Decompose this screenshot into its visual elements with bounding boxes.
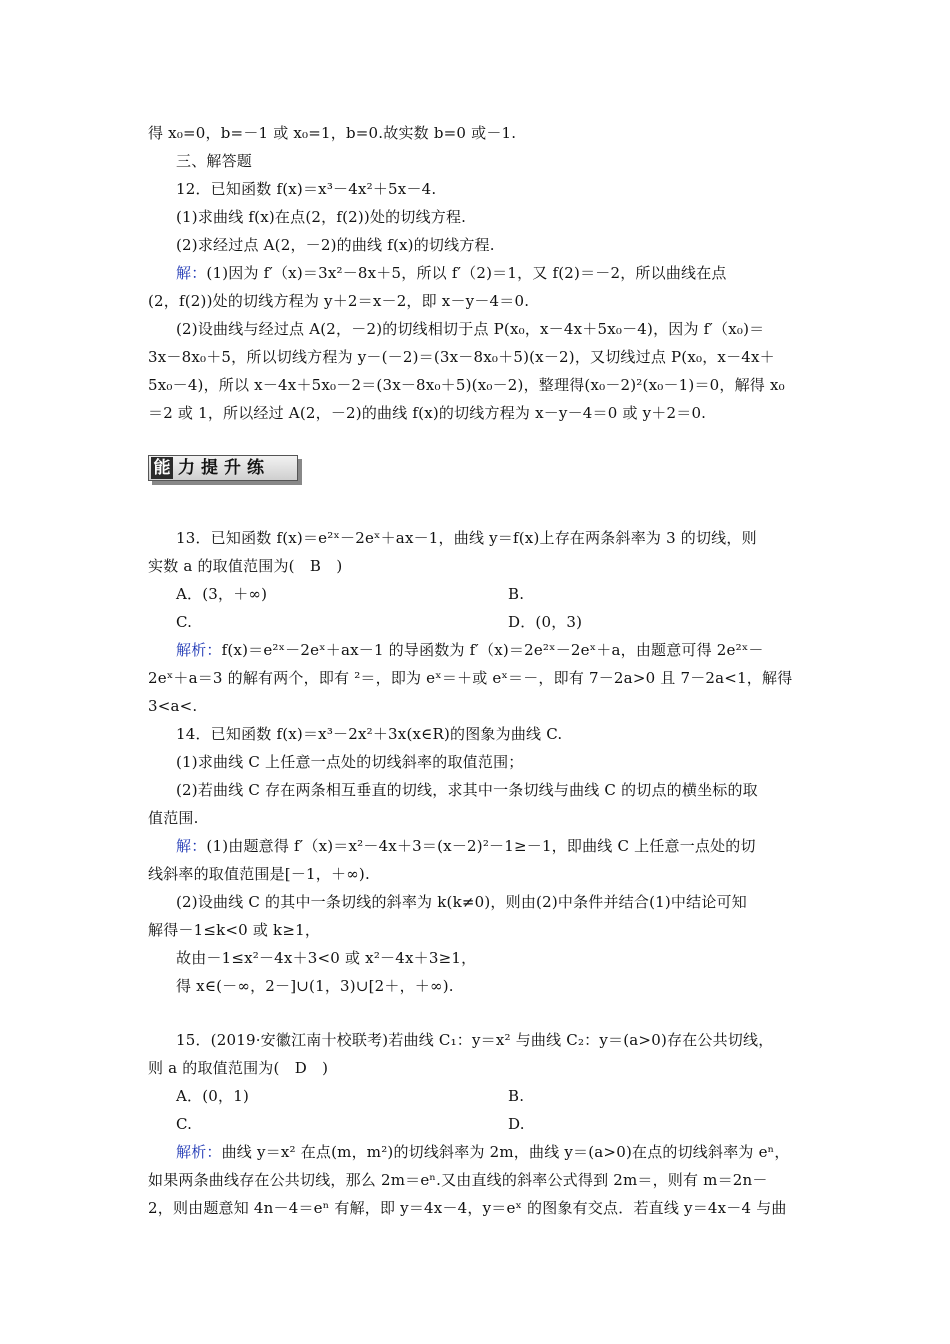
analysis-text: 曲线 y＝x² 在点(m，m²)的切线斜率为 2m，曲线 y＝(a>0)在点的切线斜率为 eⁿ， (221, 1143, 790, 1161)
banner-title: 力提升练 (178, 458, 270, 478)
analysis-label: 解析： (176, 641, 222, 659)
text-line: 2，则由题意知 4n－4＝eⁿ 有解，即 y＝4x－4，y＝eˣ 的图象有交点．若直线 y＝4x－4 与曲 (148, 1199, 787, 1217)
problem-14-part-2: (2)若曲线 C 存在两条相互垂直的切线，求其中一条切线与曲线 C 的切点的横坐标的取 (176, 781, 758, 799)
analysis-15-line (176, 1142, 790, 1162)
text-line: 实数 a 的取值范围为( B ) (148, 557, 343, 575)
text-line: 5x₀－4)，所以 x－4x＋5x₀－2＝(3x－8x₀＋5)(x₀－2)，整理得(x₀－2)²(x₀－1)＝0，解得 x₀ (148, 376, 785, 394)
banner-first-char: 能 (151, 457, 173, 479)
text-line: 如果两条曲线存在公共切线，那么 2m＝eⁿ.又由直线的斜率公式得到 2m＝，则有 m＝2n－ (148, 1171, 768, 1189)
option-c: C. (176, 1115, 193, 1133)
solution-14-line (176, 836, 756, 856)
text-line: 得 x₀=0，b=－1 或 x₀=1，b=0.故实数 b=0 或－1. (148, 124, 517, 142)
option-a: A．(3，＋∞) (176, 585, 268, 603)
problem-14-part-1: (1)求曲线 C 上任意一点处的切线斜率的取值范围； (176, 753, 524, 771)
solution-label: 解： (176, 837, 207, 855)
solution-label: 解： (176, 264, 207, 282)
text-line: 3<a<. (148, 697, 198, 715)
text-line: 则 a 的取值范围为( D ) (148, 1059, 329, 1077)
option-b: B. (508, 585, 525, 603)
problem-15-stem: 15．(2019·安徽江南十校联考)若曲线 C₁：y＝x² 与曲线 C₂：y＝(a>0)存在公共切线， (176, 1031, 774, 1049)
option-b: B. (508, 1087, 525, 1105)
text-line: 线斜率的取值范围是[－1，＋∞). (148, 865, 370, 883)
option-a: A．(0，1) (176, 1087, 250, 1105)
text-line: 得 x∈(－∞，2－]∪(1，3)∪[2＋，＋∞). (176, 977, 454, 995)
option-c: C. (176, 613, 193, 631)
text-line: ＝2 或 1，所以经过 A(2，－2)的曲线 f(x)的切线方程为 x－y－4＝0 或 y＋2＝0. (148, 404, 707, 422)
problem-12-stem: 12．已知函数 f(x)＝x³－4x²＋5x－4. (176, 180, 437, 198)
text-line: 解得－1≤k<0 或 k≥1， (148, 921, 321, 939)
text-line: 故由－1≤x²－4x＋3<0 或 x²－4x＋3≥1， (176, 949, 477, 967)
section-banner (148, 455, 298, 481)
text-line: (2，f(2))处的切线方程为 y＋2＝x－2，即 x－y－4＝0. (148, 292, 530, 310)
text-line: 3x－8x₀＋5，所以切线方程为 y－(－2)＝(3x－8x₀＋5)(x－2)，又切线过点 P(x₀，x－4x＋ (148, 348, 775, 366)
text-line: (2)设曲线 C 的其中一条切线的斜率为 k(k≠0)，则由(2)中条件并结合(1)中结论可知 (176, 893, 747, 911)
analysis-13-line (176, 640, 764, 660)
analysis-label: 解析： (176, 1143, 222, 1161)
problem-12-part-1: (1)求曲线 f(x)在点(2，f(2))处的切线方程. (176, 208, 467, 226)
text-line: 值范围. (148, 809, 199, 827)
text-line: 2eˣ＋a＝3 的解有两个，即有 ²＝，即为 eˣ＝＋或 eˣ＝－，即有 7－2a>0 且 7－2a<1，解得 (148, 669, 793, 687)
solution-text: (1)因为 f′（x)＝3x²－8x＋5，所以 f′（2)＝1，又 f(2)＝－2，所以曲线在点 (206, 264, 727, 282)
analysis-text: f(x)＝e²ˣ－2eˣ＋ax－1 的导函数为 f′（x)＝2e²ˣ－2eˣ＋a，由题意可得 2e²ˣ－ (221, 641, 764, 659)
section-heading: 三、解答题 (176, 152, 253, 170)
option-d: D．(0，3) (508, 613, 583, 631)
text-line: (2)设曲线与经过点 A(2，－2)的切线相切于点 P(x₀，x－4x＋5x₀－4)，因为 f′（x₀)＝ (176, 320, 765, 338)
solution-12-line (176, 263, 727, 283)
option-d: D. (508, 1115, 525, 1133)
problem-13-stem: 13．已知函数 f(x)＝e²ˣ－2eˣ＋ax－1，曲线 y＝f(x)上存在两条斜率为 3 的切线，则 (176, 529, 757, 547)
solution-text: (1)由题意得 f′（x)＝x²－4x＋3＝(x－2)²－1≥－1，即曲线 C 上任意一点处的切 (206, 837, 756, 855)
problem-14-stem: 14．已知函数 f(x)＝x³－2x²＋3x(x∈R)的图象为曲线 C. (176, 725, 563, 743)
problem-12-part-2: (2)求经过点 A(2，－2)的曲线 f(x)的切线方程. (176, 236, 495, 254)
